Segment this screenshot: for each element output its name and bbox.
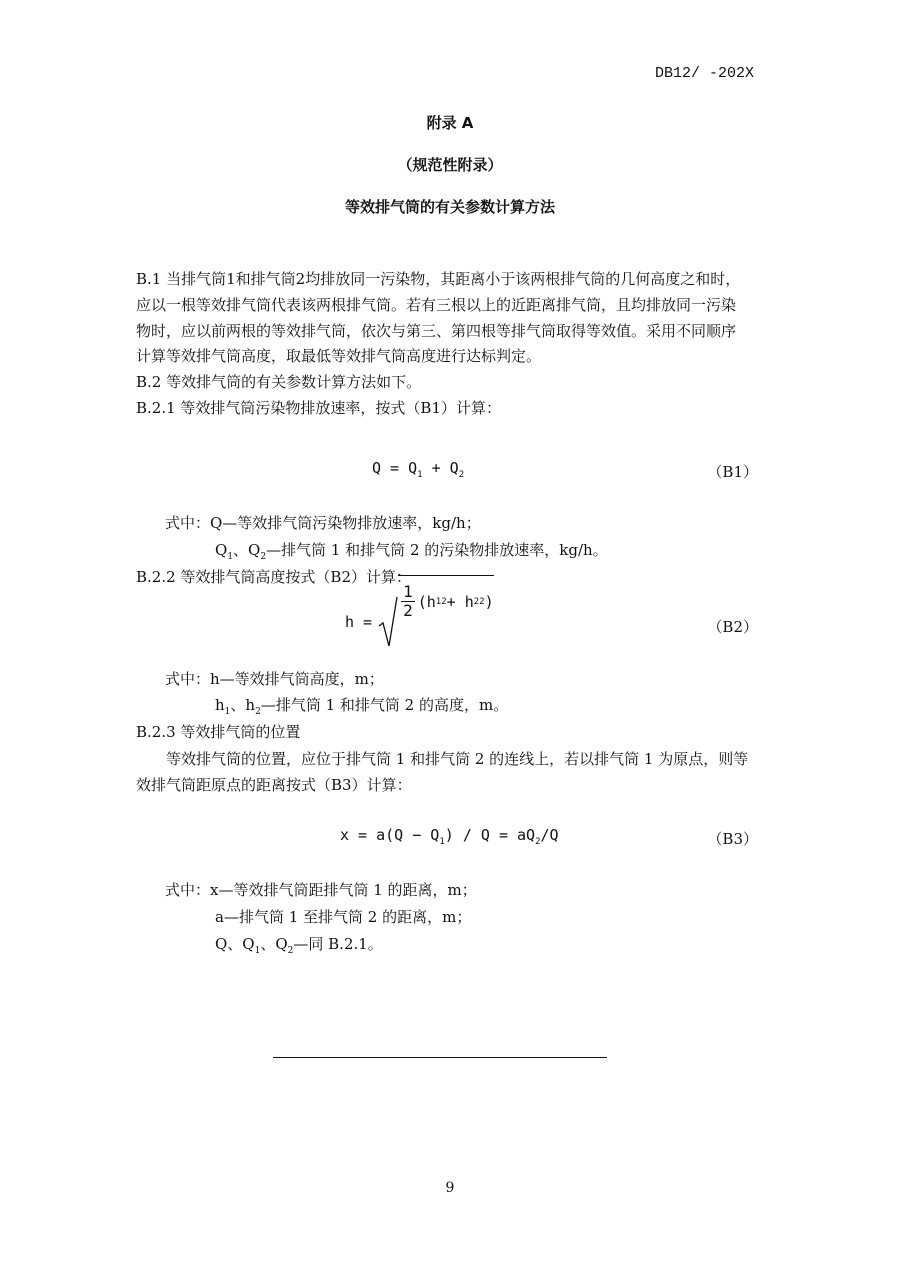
- where-b3-sub2: 2: [287, 946, 294, 956]
- clause-b1-line: 应以一根等效排气筒代表该两根排气筒。若有三根以上的近距离排气筒，且均排放同一污染: [136, 295, 737, 314]
- where-b1-line1: 式中：Q—等效排气筒污染物排放速率，kg/h；: [165, 514, 481, 532]
- end-divider: [273, 1057, 607, 1058]
- clause-b1: [136, 267, 766, 422]
- eq1-sub1: 1: [417, 470, 423, 480]
- where-b2-sub2: 2: [255, 707, 261, 717]
- eq2-plus: + h: [446, 592, 474, 611]
- where-b3-line1: 式中：x—等效排气筒距排气筒 1 的距离，m；: [165, 881, 477, 899]
- clause-b23-body: [136, 747, 766, 799]
- where-b1-symbol: Q: [215, 541, 228, 559]
- where-b2-symbol: h: [215, 696, 225, 714]
- where-b2-desc: —排气筒 1 和排气筒 2 的高度，m。: [260, 696, 509, 714]
- where-b2-line1: 式中：h—等效排气筒高度，m；: [165, 670, 384, 688]
- clause-b21-title: B.2.1 等效排气筒污染物排放速率，按式（B1）计算：: [136, 398, 501, 417]
- where-b1-desc: —排气筒 1 和排气筒 2 的污染物排放速率，kg/h。: [266, 541, 608, 559]
- eq3-sub2: 2: [535, 837, 541, 847]
- clause-b23-title: B.2.3 等效排气筒的位置: [136, 723, 301, 741]
- eq2-open: (h: [417, 592, 436, 611]
- page-number: 9: [445, 1180, 455, 1196]
- clause-b1-line: 物时，应以前两根的等效排气筒，依次与第三、第四根等排气筒取得等效值。采用不同顺序: [136, 321, 737, 340]
- eq2-close: ): [484, 592, 494, 611]
- eq2-sup1: 2: [441, 596, 447, 607]
- normative-label: （规范性附录）: [397, 156, 503, 174]
- clause-b1-line: 计算等效排气筒高度，取最低等效排气筒高度进行达标判定。: [136, 347, 542, 366]
- where-b3-line2: a—排气筒 1 至排气筒 2 的距离，m；: [215, 908, 472, 926]
- where-b3-symbol2: 、Q: [260, 935, 288, 953]
- clause-b2-title: B.2 等效排气筒的有关参数计算方法如下。: [136, 373, 422, 392]
- sqrt-radicand: [398, 575, 494, 624]
- clause-b1-line: B.1 当排气筒1和排气筒2均排放同一污染物，其距离小于该两根排气筒的几何高度之和时，: [136, 270, 741, 288]
- eq2-sup2: 2: [479, 596, 485, 607]
- where-b2-sub1: 1: [224, 707, 231, 717]
- clause-b22-title: B.2.2 等效排气筒高度按式（B2）计算：: [136, 568, 411, 586]
- clause-b23-line: 效排气筒距原点的距离按式（B3）计算：: [136, 775, 412, 794]
- appendix-title: 附录 A: [426, 114, 474, 132]
- where-b3-sub1: 1: [254, 946, 261, 956]
- standard-number: DB12/ -202X: [654, 65, 754, 82]
- eq1-sub2: 2: [458, 470, 465, 480]
- sqrt-icon: [378, 596, 398, 648]
- fraction-one-half: [401, 583, 415, 620]
- where-b3-line3: [215, 933, 383, 956]
- where-b3-desc: —同 B.2.1。: [293, 935, 383, 953]
- eq1-lhs: Q = Q: [372, 459, 418, 477]
- where-b2-line2: [215, 694, 508, 717]
- equation-b3: [340, 826, 559, 847]
- equation-b2: [345, 582, 494, 648]
- eq3-sub1: 1: [439, 837, 445, 847]
- where-b1-line2: [215, 539, 608, 562]
- where-b2-symbol2: 、h: [230, 696, 256, 714]
- clause-b23-line: 等效排气筒的位置，应位于排气筒 1 和排气筒 2 的连线上，若以排气筒 1 为原点，则等: [166, 750, 749, 768]
- where-b1-sub2: 2: [260, 552, 267, 562]
- equation-b2-label: （B2）: [707, 618, 758, 636]
- eq3-part1: x = a(Q − Q: [340, 826, 440, 844]
- where-b1-sub1: 1: [227, 552, 234, 562]
- equation-b3-label: （B3）: [707, 830, 758, 848]
- section-main-title: 等效排气筒的有关参数计算方法: [344, 198, 555, 216]
- frac-denominator: 2: [403, 601, 413, 620]
- eq2-sub1: 1: [435, 596, 442, 607]
- eq2-sub2: 2: [473, 596, 480, 607]
- eq3-part2: ) / Q = aQ: [444, 826, 536, 844]
- frac-numerator: 1: [403, 582, 413, 601]
- where-b3-symbol: Q、Q: [215, 935, 255, 953]
- eq2-row: [345, 582, 494, 648]
- eq3-part3: /Q: [540, 826, 559, 844]
- eq2-lhs: h =: [345, 613, 373, 631]
- equation-b1: [372, 459, 464, 480]
- where-b1-symbol2: 、Q: [233, 541, 261, 559]
- equation-b1-label: （B1）: [707, 463, 758, 481]
- eq1-plus: + Q: [422, 459, 459, 477]
